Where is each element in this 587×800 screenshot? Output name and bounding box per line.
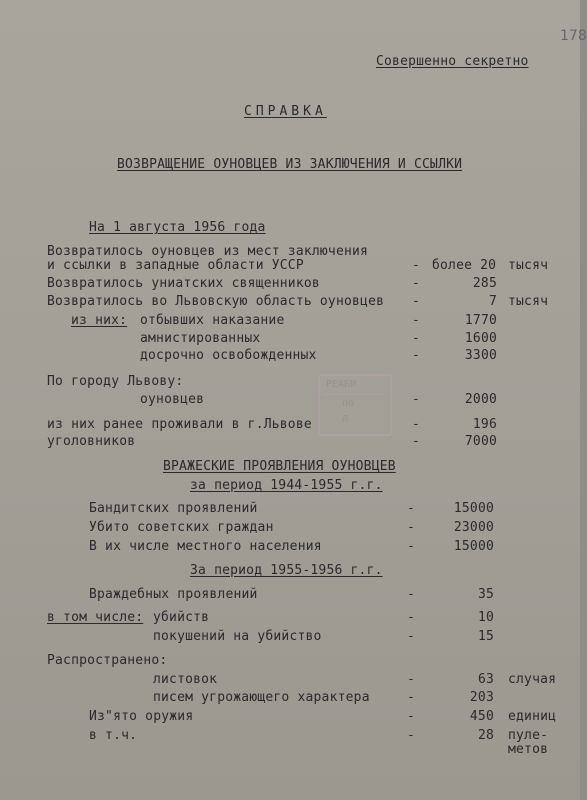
letters-value: 203 [469, 690, 494, 705]
served-sentence-dash: - [411, 313, 421, 328]
lviv-city-heading: По городу Львову: [47, 374, 184, 389]
leaflets-value: 63 [477, 672, 494, 687]
amnestied-value: 1600 [464, 331, 497, 346]
leaflets-label: листовок [153, 672, 218, 687]
classification-mark: Совершенно секретно [376, 54, 529, 69]
early-release-label: досрочно освобожденных [140, 348, 317, 363]
local-value: 15000 [453, 539, 494, 554]
weapons-unit: единиц [508, 709, 557, 724]
lviv-region-dash: - [411, 294, 421, 309]
hostile-heading: ВРАЖЕСКИЕ ПРОЯВЛЕНИЯ ОУНОВЦЕВ [163, 459, 396, 474]
attempts-dash: - [406, 629, 416, 644]
weapons-value: 450 [469, 709, 494, 724]
murders-value: 10 [477, 610, 494, 625]
incl-unit-line1: пуле- [508, 728, 549, 743]
returned-label-line2: и ссылки в западные области УССР [47, 258, 304, 273]
lviv-region-value: 7 [488, 294, 497, 309]
incl-value: 28 [477, 728, 494, 743]
criminals-label: уголовников [47, 434, 136, 449]
killed-value: 23000 [453, 520, 494, 535]
served-sentence-value: 1770 [464, 313, 497, 328]
hostile-acts-label: Враждебных проявлений [89, 587, 258, 602]
bandit-dash: - [406, 501, 416, 516]
stamp-text-2: по [342, 398, 355, 409]
incl-dash: - [406, 728, 416, 743]
murders-label: убийств [153, 610, 210, 625]
priests-label: Возвратилось униатских священников [47, 276, 320, 291]
attempts-value: 15 [477, 629, 494, 644]
period1-heading: за период 1944-1955 г.г. [190, 478, 383, 493]
hostile-acts-value: 35 [477, 587, 494, 602]
killed-label: Убито советских граждан [89, 520, 274, 535]
leaflets-dash: - [406, 672, 416, 687]
date-heading: На 1 августа 1956 года [89, 220, 266, 235]
hostile-acts-dash: - [406, 587, 416, 602]
stamp-text-3: Л [342, 414, 349, 425]
incl-unit-line2: метов [508, 742, 549, 757]
document-subtitle: ВОЗВРАЩЕНИЕ ОУНОВЦЕВ ИЗ ЗАКЛЮЧЕНИЯ И ССЫЛКИ [117, 157, 463, 172]
criminals-value: 7000 [464, 434, 497, 449]
letters-label: писем угрожающего характера [153, 690, 370, 705]
priests-value: 285 [472, 276, 497, 291]
letters-dash: - [406, 690, 416, 705]
incl-prefix: в том числе: [47, 610, 144, 625]
criminals-dash: - [411, 434, 421, 449]
bandit-value: 15000 [453, 501, 494, 516]
returned-value: более 20 [432, 258, 497, 273]
stamp-divider [324, 394, 384, 395]
lviv-ounovtsy-dash: - [411, 392, 421, 407]
distributed-heading: Распространено: [47, 653, 168, 668]
period2-heading: За период 1955-1956 г.г. [190, 563, 383, 578]
priests-dash: - [411, 276, 421, 291]
weapons-label: Из"ято оружия [89, 709, 194, 724]
leaflets-unit: случая [508, 672, 557, 687]
archive-stamp [318, 374, 392, 436]
lived-before-dash: - [411, 417, 421, 432]
returned-label-line1: Возвратилось оуновцев из мест заключения [47, 244, 369, 259]
killed-dash: - [406, 520, 416, 535]
returned-dash: - [411, 258, 421, 273]
page-number: 178 [560, 28, 587, 44]
of-them-prefix: из них: [71, 313, 128, 328]
lviv-region-unit: тысяч [508, 294, 549, 309]
early-release-value: 3300 [464, 348, 497, 363]
lviv-region-label: Возвратилось во Львовскую область оуновцев [47, 294, 385, 309]
lviv-ounovtsy-value: 2000 [464, 392, 497, 407]
lived-before-value: 196 [472, 417, 497, 432]
local-label: В их числе местного населения [89, 539, 322, 554]
murders-dash: - [406, 610, 416, 625]
weapons-dash: - [406, 709, 416, 724]
amnestied-dash: - [411, 331, 421, 346]
local-dash: - [406, 539, 416, 554]
bandit-label: Бандитских проявлений [89, 501, 258, 516]
attempts-label: покушений на убийство [153, 629, 322, 644]
document-title: СПРАВКА [244, 104, 327, 119]
incl-label: в т.ч. [89, 728, 138, 743]
amnestied-label: амнистированных [140, 331, 261, 346]
served-sentence-label: отбывших наказание [140, 313, 285, 328]
lived-before-label: из них ранее проживали в г.Львове [47, 417, 312, 432]
lviv-ounovtsy-label: оуновцев [140, 392, 205, 407]
stamp-text-1: РЕАБИ [326, 379, 357, 390]
early-release-dash: - [411, 348, 421, 363]
returned-unit: тысяч [508, 258, 549, 273]
